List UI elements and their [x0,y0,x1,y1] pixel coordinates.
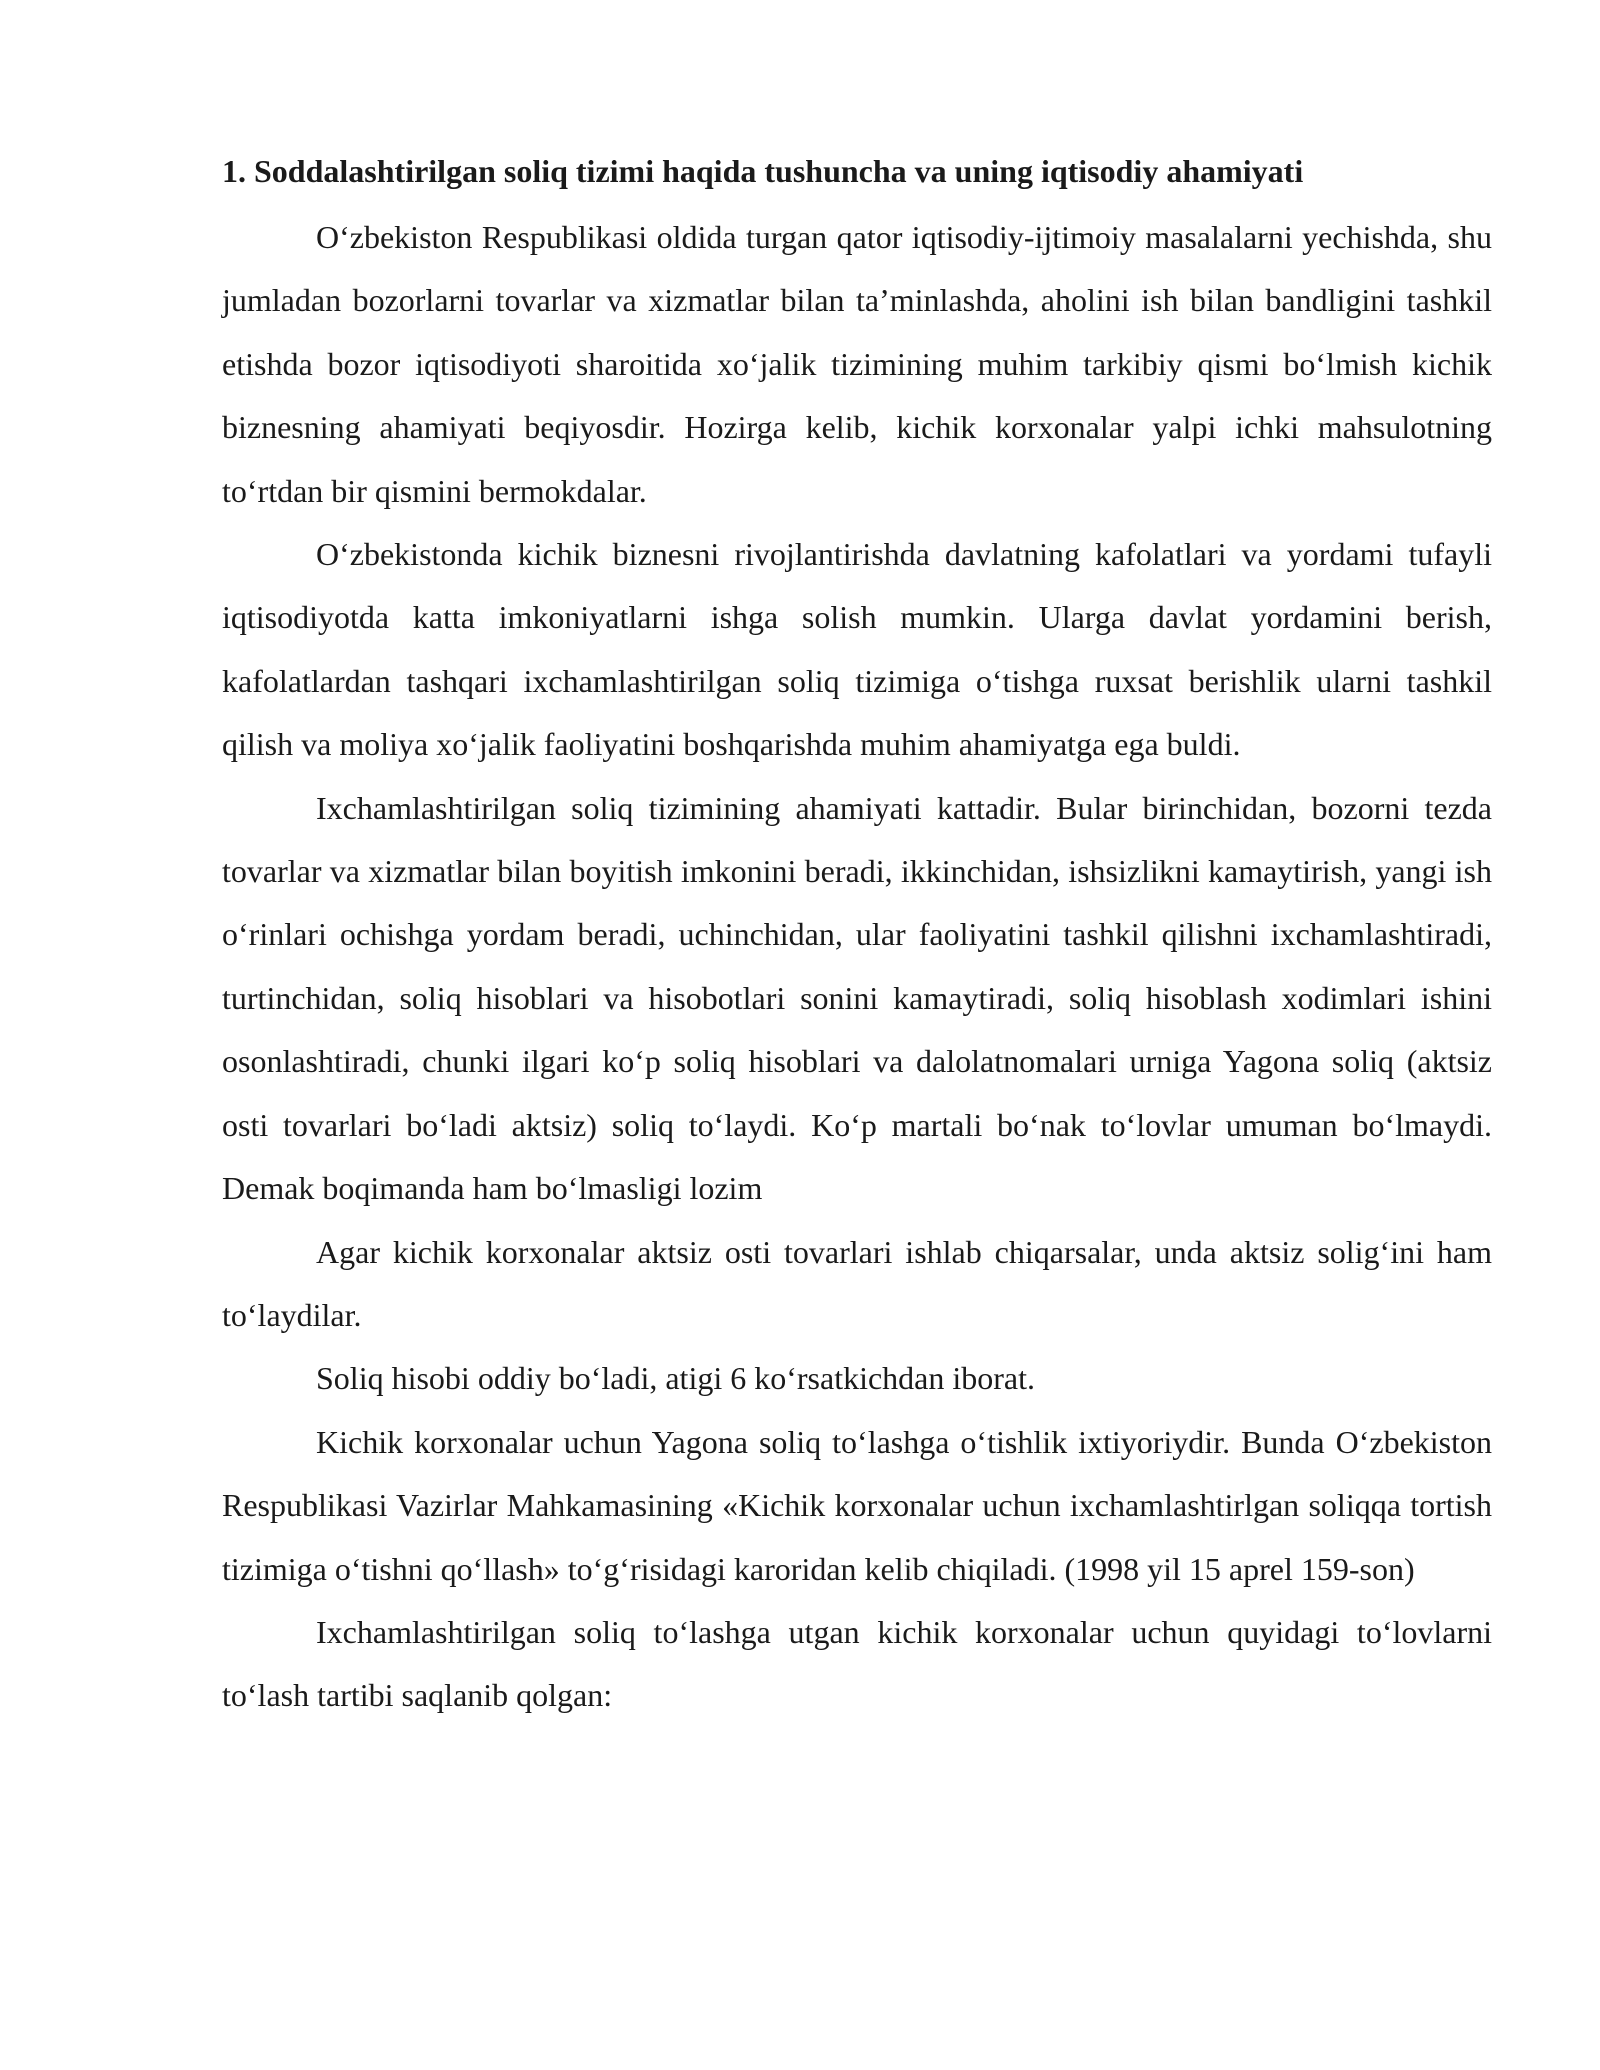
paragraph-6: Kichik korxonalar uchun Yagona soliq to‘lashga o‘tishlik ixtiyoriydir. Bunda O‘zbekiston Respublikasi Vazirlar Mahkamasining «Kichik korxonalar uchun ixchamlashtirlgan soliqqa tortish tizimiga o‘tishni qo‘llash» to‘g‘risidagi karoridan kelib chiqiladi. (1998 yil 15 aprel 159-son) [222,1423,1492,1587]
paragraph-3: Ixchamlashtirilgan soliq tizimining ahamiyati kattadir. Bular birinchidan, bozorni tezda tovarlar va xizmatlar bilan boyitish imkonini beradi, ikkinchidan, ishsizlikni kamaytirish, yangi ish o‘rinlari ochishga yordam beradi, uchinchidan, ular faoliyatini tashkil qilishni ixchamlashtiradi, turtinchidan, soliq hisoblari va hisobotlari sonini kamaytiradi, soliq hisoblash xodimlari ishini osonlashtiradi, chunki ilgari ko‘p soliq hisoblari va dalolatnomalari urniga Yagona soliq (aktsiz osti tovarlari bo‘ladi aktsiz) soliq to‘laydi. Ko‘p martali bo‘nak to‘lovlar umuman bo‘lmaydi. Demak boqimanda ham bo‘lmasligi lozim [222,789,1492,1207]
paragraph-1: O‘zbekiston Respublikasi oldida turgan qator iqtisodiy-ijtimoiy masalalarni yechishda, shu jumladan bozorlarni tovarlar va xizmatlar bilan ta’minlashda, aholini ish bilan bandligini tashkil etishda bozor iqtisodiyoti sharoitida xo‘jalik tizimining muhim tarkibiy qismi bo‘lmish kichik biznesning ahamiyati beqiyosdir. Hozirga kelib, kichik korxonalar yalpi ichki mahsulotning to‘rtdan bir qismini bermokdalar. [222,219,1492,509]
document-page [222,148,1492,1728]
paragraph-7: Ixchamlashtirilgan soliq to‘lashga utgan kichik korxonalar uchun quyidagi to‘lovlarni to‘lash tartibi saqlanib qolgan: [222,1613,1492,1714]
section-heading: 1. Soddalashtirilgan soliq tizimi haqida tushuncha va uning iqtisodiy ahamiyati [222,153,1304,189]
paragraph-5: Soliq hisobi oddiy bo‘ladi, atigi 6 ko‘rsatkichdan iborat. [316,1360,1036,1397]
paragraph-4: Agar kichik korxonalar aktsiz osti tovarlari ishlab chiqarsalar, unda aktsiz solig‘ini ham to‘laydilar. [222,1233,1492,1333]
paragraph-2: O‘zbekistonda kichik biznesni rivojlantirishda davlatning kafolatlari va yordami tufayli iqtisodiyotda katta imkoniyatlarni ishga solish mumkin. Ularga davlat yordamini berish, kafolatlardan tashqari ixchamlashtirilgan soliq tizimiga o‘tishga ruxsat berishlik ularni tashkil qilish va moliya xo‘jalik faoliyatini boshqarishda muhim ahamiyatga ega buldi. [222,536,1492,763]
